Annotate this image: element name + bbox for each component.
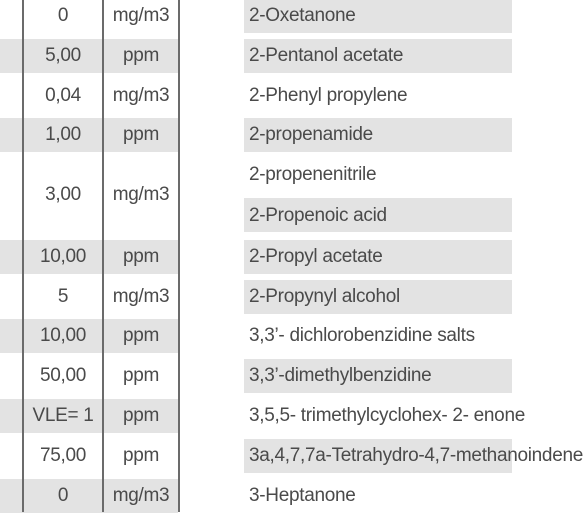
table-row — [0, 155, 512, 235]
substance-name: 2-Propynyl alcohol — [249, 286, 400, 307]
table-row — [0, 356, 512, 396]
column-divider — [22, 0, 24, 512]
limit-value: 10,00 — [39, 325, 87, 346]
table-row — [0, 115, 512, 155]
table-row — [0, 0, 512, 36]
substance-name: 2-Propenoic acid — [249, 205, 387, 226]
unit: mg/m3 — [112, 485, 170, 506]
unit: mg/m3 — [112, 85, 170, 106]
substance-name: 3a,4,7,7a-Tetrahydro-4,7-methanoindene — [249, 445, 583, 466]
table-row — [0, 277, 512, 317]
limit-value: 3,00 — [45, 184, 81, 205]
unit: ppm — [122, 246, 160, 267]
unit: ppm — [122, 445, 160, 466]
substance-name: 2-propenamide — [249, 124, 373, 145]
table-row — [0, 396, 525, 436]
limit-value: 5 — [57, 286, 69, 307]
substance-name: 2-Oxetanone — [249, 5, 356, 26]
substance-name: 3,3’- dichlorobenzidine salts — [249, 325, 475, 346]
substance-name: 2-Propyl acetate — [249, 246, 383, 267]
table-row — [0, 36, 512, 76]
table-row — [0, 237, 512, 277]
limit-value: 10,00 — [39, 246, 87, 267]
unit: ppm — [122, 365, 160, 386]
table-row — [0, 76, 512, 116]
unit: mg/m3 — [112, 5, 170, 26]
unit: mg/m3 — [112, 184, 170, 205]
substance-name: 3,3’-dimethylbenzidine — [249, 365, 432, 386]
limit-value: 0 — [57, 5, 69, 26]
table-row — [0, 316, 512, 356]
table-row — [0, 476, 512, 516]
unit: ppm — [122, 405, 160, 426]
substance-name: 2-propenenitrile — [249, 164, 377, 185]
substance-name: 2-Pentanol acetate — [249, 45, 404, 66]
substance-name: 3-Heptanone — [249, 485, 356, 506]
substance-name: 3,5,5- trimethylcyclohex- 2- enone — [249, 405, 525, 426]
table-row — [0, 436, 583, 476]
column-divider — [102, 0, 104, 512]
limit-value: 50,00 — [39, 365, 87, 386]
unit: ppm — [122, 45, 160, 66]
column-divider — [178, 0, 180, 512]
limit-value: 0,04 — [45, 85, 81, 106]
unit: mg/m3 — [112, 286, 170, 307]
limit-value: 75,00 — [39, 445, 87, 466]
substance-name: 2-Phenyl propylene — [249, 85, 408, 106]
limit-value: 0 — [57, 485, 69, 506]
limit-value: VLE= 1 — [32, 405, 94, 426]
unit: ppm — [122, 325, 160, 346]
limit-value: 1,00 — [45, 124, 81, 145]
limit-value: 5,00 — [45, 45, 81, 66]
unit: ppm — [122, 124, 160, 145]
